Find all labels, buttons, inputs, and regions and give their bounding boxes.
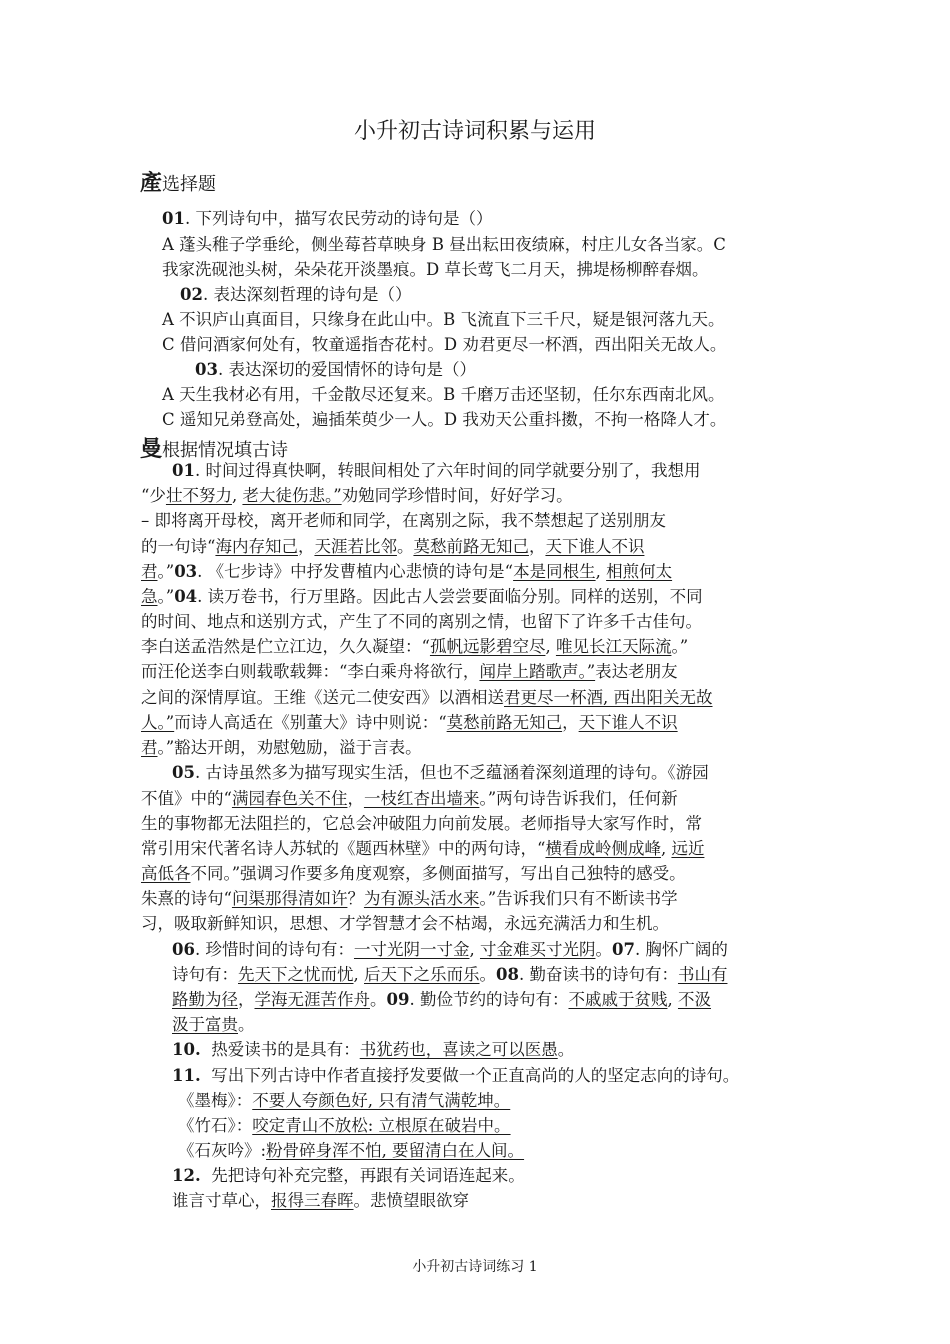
fill-line: “少壮不努力, 老大徒伤悲。”劝勉同学珍惜时间，好好学习。 [141,486,573,505]
fill-line: 的时间、地点和送别方式，产生了不同的离别之情，也留下了许多千古佳句。 [141,612,702,631]
section-heading-choice [140,166,216,197]
answer-blank: 一寸光阴一寸金 [353,940,470,959]
fill-line: 汲于富贵。 [172,1015,255,1034]
answer-blank: 咬定青山不放松: 立根原在破岩中。 [252,1116,511,1135]
fill-line: – 即将离开母校，离开老师和同学，在离别之际，我不禁想起了送别朋友 [141,511,666,530]
answer-blank: 莫愁前路无知己 [413,537,529,556]
answer-blank: 学海无涯苦作舟 [254,990,370,1009]
section-label: 根据情况填古诗 [162,440,289,461]
fill-line: 常引用宋代著名诗人苏轼的《题西林壁》中的两句诗，“横看成岭侧成峰, 远近 [141,839,705,858]
answer-blank: 君 [141,562,158,581]
answer-blank: 天下谁人不识 [578,713,678,732]
fill-line: 01. 时间过得真快啊，转眼间相处了六年时间的同学就要分别了，我想用 [172,461,701,480]
question-03-options-line2: C 遥知兄弟登高处，遍插茱萸少一人。D 我劝天公重抖擞，不拘一格降人才。 [162,410,727,429]
answer-blank: 不要人夸颜色好, 只有清气满乾坤。 [252,1091,511,1110]
answer-blank: 唯见长江天际流 [555,637,672,656]
answer-blank: 君更尽一杯酒, 西出阳关无故 [504,688,713,707]
fill-line: 10. 热爱读书的是具有：书犹药也，喜读之可以医愚。 [172,1040,575,1059]
fill-line: 的一句诗“海内存知己，天涯若比邻。莫愁前路无知己，天下谁人不识 [141,537,645,556]
fill-line: 人。”而诗人高适在《别董大》诗中则说：“莫愁前路无知己，天下谁人不识 [141,713,678,732]
question-text: . 表达深切的爱国情怀的诗句是（） [217,360,476,379]
answer-blank: 书犹药也，喜读之可以医愚 [359,1040,558,1059]
answer-blank: 相煎何太 [606,562,673,581]
fill-line: 谁言寸草心，报得三春晖。悲愤望眼欲穿 [172,1191,469,1210]
answer-blank: 寸金难买寸光阴 [479,940,596,959]
fill-line: 11. 写出下列古诗中作者直接抒发要做一个正直高尚的人的坚定志向的诗句。 [172,1066,740,1085]
fill-line: 05. 古诗虽然多为描写现实生活，但也不乏蕴涵着深刻道理的诗句。《游园 [172,763,709,782]
fill-line: 不值》中的“满园春色关不住，一枝红杏出墙来。”两句诗告诉我们，任何新 [141,789,678,808]
answer-blank: 天涯若比邻 [314,537,397,556]
fill-line: 习，吸取新鲜知识，思想、才学智慧才会不枯竭，永远充满活力和生机。 [141,914,669,933]
answer-blank: 老大徒伤悲。” [242,486,342,505]
fill-line: 生的事物都无法阻拦的，它总会冲破阻力向前发展。老师指导大家写作时，常 [141,814,702,833]
answer-blank: 天下谁人不识 [545,537,645,556]
answer-blank: 满园春色关不住 [231,789,348,808]
answer-blank: 路勤为径 [172,990,238,1009]
answer-blank: 本是同根生 [513,562,596,581]
fill-line: 《墨梅》：不要人夸颜色好, 只有清气满乾坤。 [178,1091,511,1110]
answer-blank: 后天下之乐而乐 [364,965,480,984]
answer-blank: 莫愁前路无知己 [446,713,563,732]
question-03 [195,360,476,380]
question-number: 02 [180,285,203,304]
answer-blank: 远近 [671,839,705,858]
question-01-options-line1: A 蓬头稚子学垂纶，侧坐莓苔草映身 B 昼出耘田夜绩麻，村庄儿女各当家。C [162,235,726,254]
fill-line: 06. 珍惜时间的诗句有：一寸光阴一寸金, 寸金难买寸光阴。07. 胸怀广阔的 [172,940,728,959]
question-01 [162,209,492,229]
section-bullet: 曼 [140,436,163,462]
answer-blank: 不戚戚于贫贱 [568,990,668,1009]
answer-blank: 问渠那得清如许 [231,889,348,908]
answer-blank: 横看成岭侧成峰 [545,839,661,858]
answer-blank: 不汲 [677,990,711,1009]
question-number: 01 [162,209,185,228]
answer-blank: 海内存知己 [215,537,298,556]
answer-blank: 高低各 [141,864,191,883]
answer-blank: 汲于富贵 [172,1015,238,1034]
answer-blank: 君 [141,738,158,757]
question-number: 03 [195,360,218,379]
fill-line: 《竹石》：咬定青山不放松: 立根原在破岩中。 [178,1116,511,1135]
question-02 [180,285,411,305]
section-heading-fill [140,432,288,463]
answer-blank: 人。” [141,713,175,732]
answer-blank: 为有源头活水来 [363,889,480,908]
answer-blank: 先天下之忧而忧 [238,965,354,984]
answer-blank: 壮不努力 [165,486,232,505]
answer-blank: 孤帆远影碧空尽 [429,637,546,656]
fill-line: 急。”04. 读万卷书，行万里路。因此古人尝尝要面临分别。同样的送别，不同 [141,587,703,606]
section-label: 选择题 [162,174,217,195]
section-bullet: 產 [140,170,163,196]
answer-blank: 急 [141,587,158,606]
answer-blank: 一枝红杏出墙来 [363,789,480,808]
answer-blank: 闻岸上踏歌声。” [479,662,596,681]
question-01-options-line2: 我家洗砚池头树，朵朵花开淡墨痕。D 草长莺飞二月天，拂堤杨柳醉春烟。 [162,260,709,279]
question-02-options-line2: C 借问酒家何处有，牧童遥指杏花村。D 劝君更尽一杯酒，西出阳关无故人。 [162,335,727,354]
fill-line: 君。”豁达开朗，劝慰勉励，溢于言表。 [141,738,422,757]
fill-line: 君。”03. 《七步诗》中抒发曹植内心悲愤的诗句是“本是同根生, 相煎何太 [141,562,673,581]
fill-line: 李白送孟浩然是伫立江边，久久凝望：“孤帆远影碧空尽, 唯见长江天际流。” [141,637,689,656]
fill-line: 《石灰吟》:粉骨碎身浑不怕, 要留清白在人间。 [178,1141,525,1160]
answer-blank: 报得三春晖 [271,1191,354,1210]
fill-line: 诗句有：先天下之忧而忧, 后天下之乐而乐。08. 勤奋读书的诗句有：书山有 [172,965,728,984]
fill-line: 路勤为径，学海无涯苦作舟。09. 勤俭节约的诗句有：不戚戚于贫贱, 不汲 [172,990,711,1009]
question-03-options-line1: A 天生我材必有用，千金散尽还复来。B 千磨万击还坚韧，任尔东西南北风。 [162,385,725,404]
fill-line: 之间的深情厚谊。王维《送元二使安西》以酒相送君更尽一杯酒, 西出阳关无故 [141,688,713,707]
question-text: . 表达深刻哲理的诗句是（） [202,285,412,304]
page-footer: 小升初古诗词练习 1 [412,1259,538,1275]
answer-blank: 书山有 [677,965,728,984]
fill-line: 12. 先把诗句补充完整，再跟有关词语连起来。 [172,1166,525,1185]
answer-blank: 粉骨碎身浑不怕, 要留清白在人间。 [266,1141,525,1160]
fill-line: 高低各不同。”强调习作要多角度观察，多侧面描写，写出自己独特的感受。 [141,864,686,883]
question-02-options-line1: A 不识庐山真面目，只缘身在此山中。B 飞流直下三千尺，疑是银河落九天。 [162,310,725,329]
fill-line: 朱熹的诗句“问渠那得清如许？为有源头活水来。”告诉我们只有不断读书学 [141,889,678,908]
fill-line: 而汪伦送李白则载歌载舞：“李白乘舟将欲行，闻岸上踏歌声。”表达老朋友 [141,662,678,681]
question-text: . 下列诗句中，描写农民劳动的诗句是（） [184,209,493,228]
page-title: 小升初古诗词积累与运用 [353,119,596,144]
